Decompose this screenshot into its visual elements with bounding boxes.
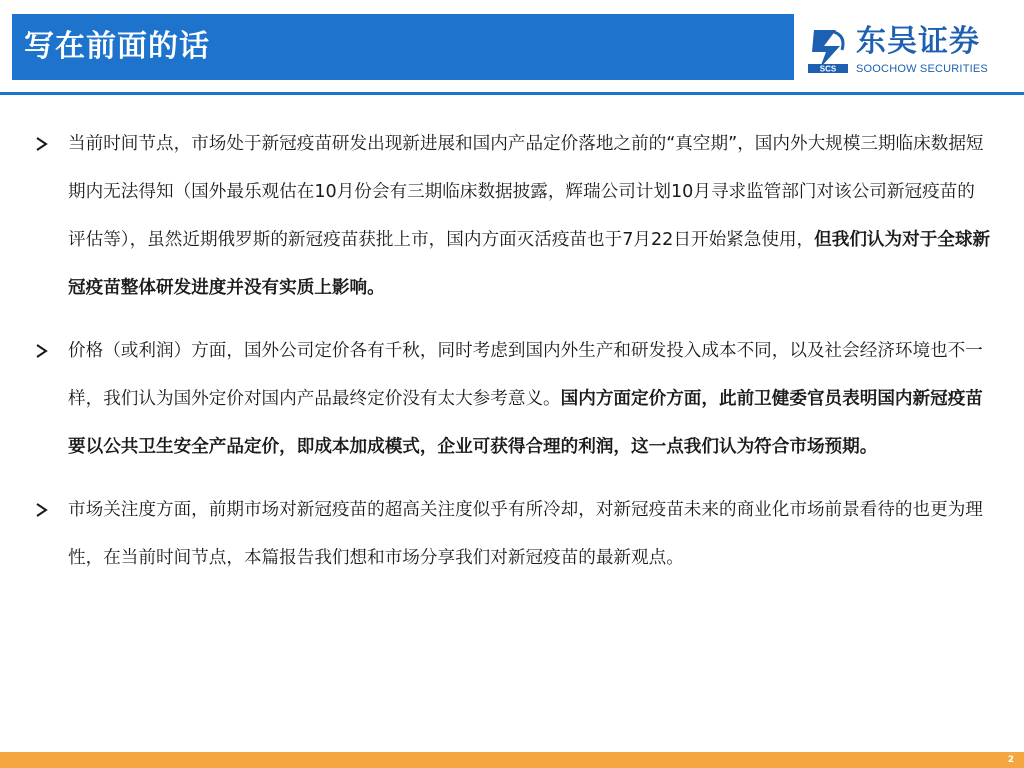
arrow-bullet-icon <box>34 486 52 534</box>
bullet-text: 价格（或利润）方面，国外公司定价各有千秋，同时考虑到国内外生产和研发投入成本不同，以及社会经济环境也不一样，我们认为国外定价对国内产品最终定价没有太大参考意义。 <box>68 341 983 409</box>
header-divider <box>0 92 1024 95</box>
bullet-text: 市场关注度方面，前期市场对新冠疫苗的超高关注度似乎有所冷却，对新冠疫苗未来的商业化市场前景看待的也更为理性，在当前时间节点，本篇报告我们想和市场分享我们对新冠疫苗的最新观点。 <box>68 500 983 568</box>
page-number: 2 <box>1007 755 1014 765</box>
bullet-item <box>32 327 992 471</box>
logo-chinese-name: 东吴证券 <box>856 24 980 59</box>
bullet-text: 当前时间节点，市场处于新冠疫苗研发出现新进展和国内产品定价落地之前的“真空期”，国内外大规模三期临床数据短期内无法得知（国外最乐观估在10月份会有三期临床数据披露，辉瑞公司计划10月寻求监管部门对该公司新冠疫苗的评估等），虽然近期俄罗斯的新冠疫苗获批上市，国内方面灭活疫苗也于7月22日开始紧急使用， <box>68 134 984 250</box>
logo-mark-icon <box>806 24 850 76</box>
arrow-bullet-icon <box>34 120 52 168</box>
arrow-bullet-icon <box>34 327 52 375</box>
footer-bar <box>0 752 1024 768</box>
page-title: 写在前面的话 <box>24 29 210 64</box>
logo-mark-text: SCS <box>819 64 837 74</box>
title-bar <box>12 14 794 80</box>
logo-english-name: SOOCHOW SECURITIES <box>856 63 988 75</box>
company-logo <box>800 22 1012 80</box>
bullet-item <box>32 486 992 582</box>
bullet-bold-text: 国内方面定价方面，此前卫健委官员表明国内新冠疫苗要以公共卫生安全产品定价，即成本加成模式，企业可获得合理的利润，这一点我们认为符合市场预期。 <box>68 389 983 457</box>
bullet-item <box>32 120 992 312</box>
bullet-bold-text: 但我们认为对于全球新冠疫苗整体研发进度并没有实质上影响。 <box>68 230 991 298</box>
bullet-list <box>32 120 992 597</box>
